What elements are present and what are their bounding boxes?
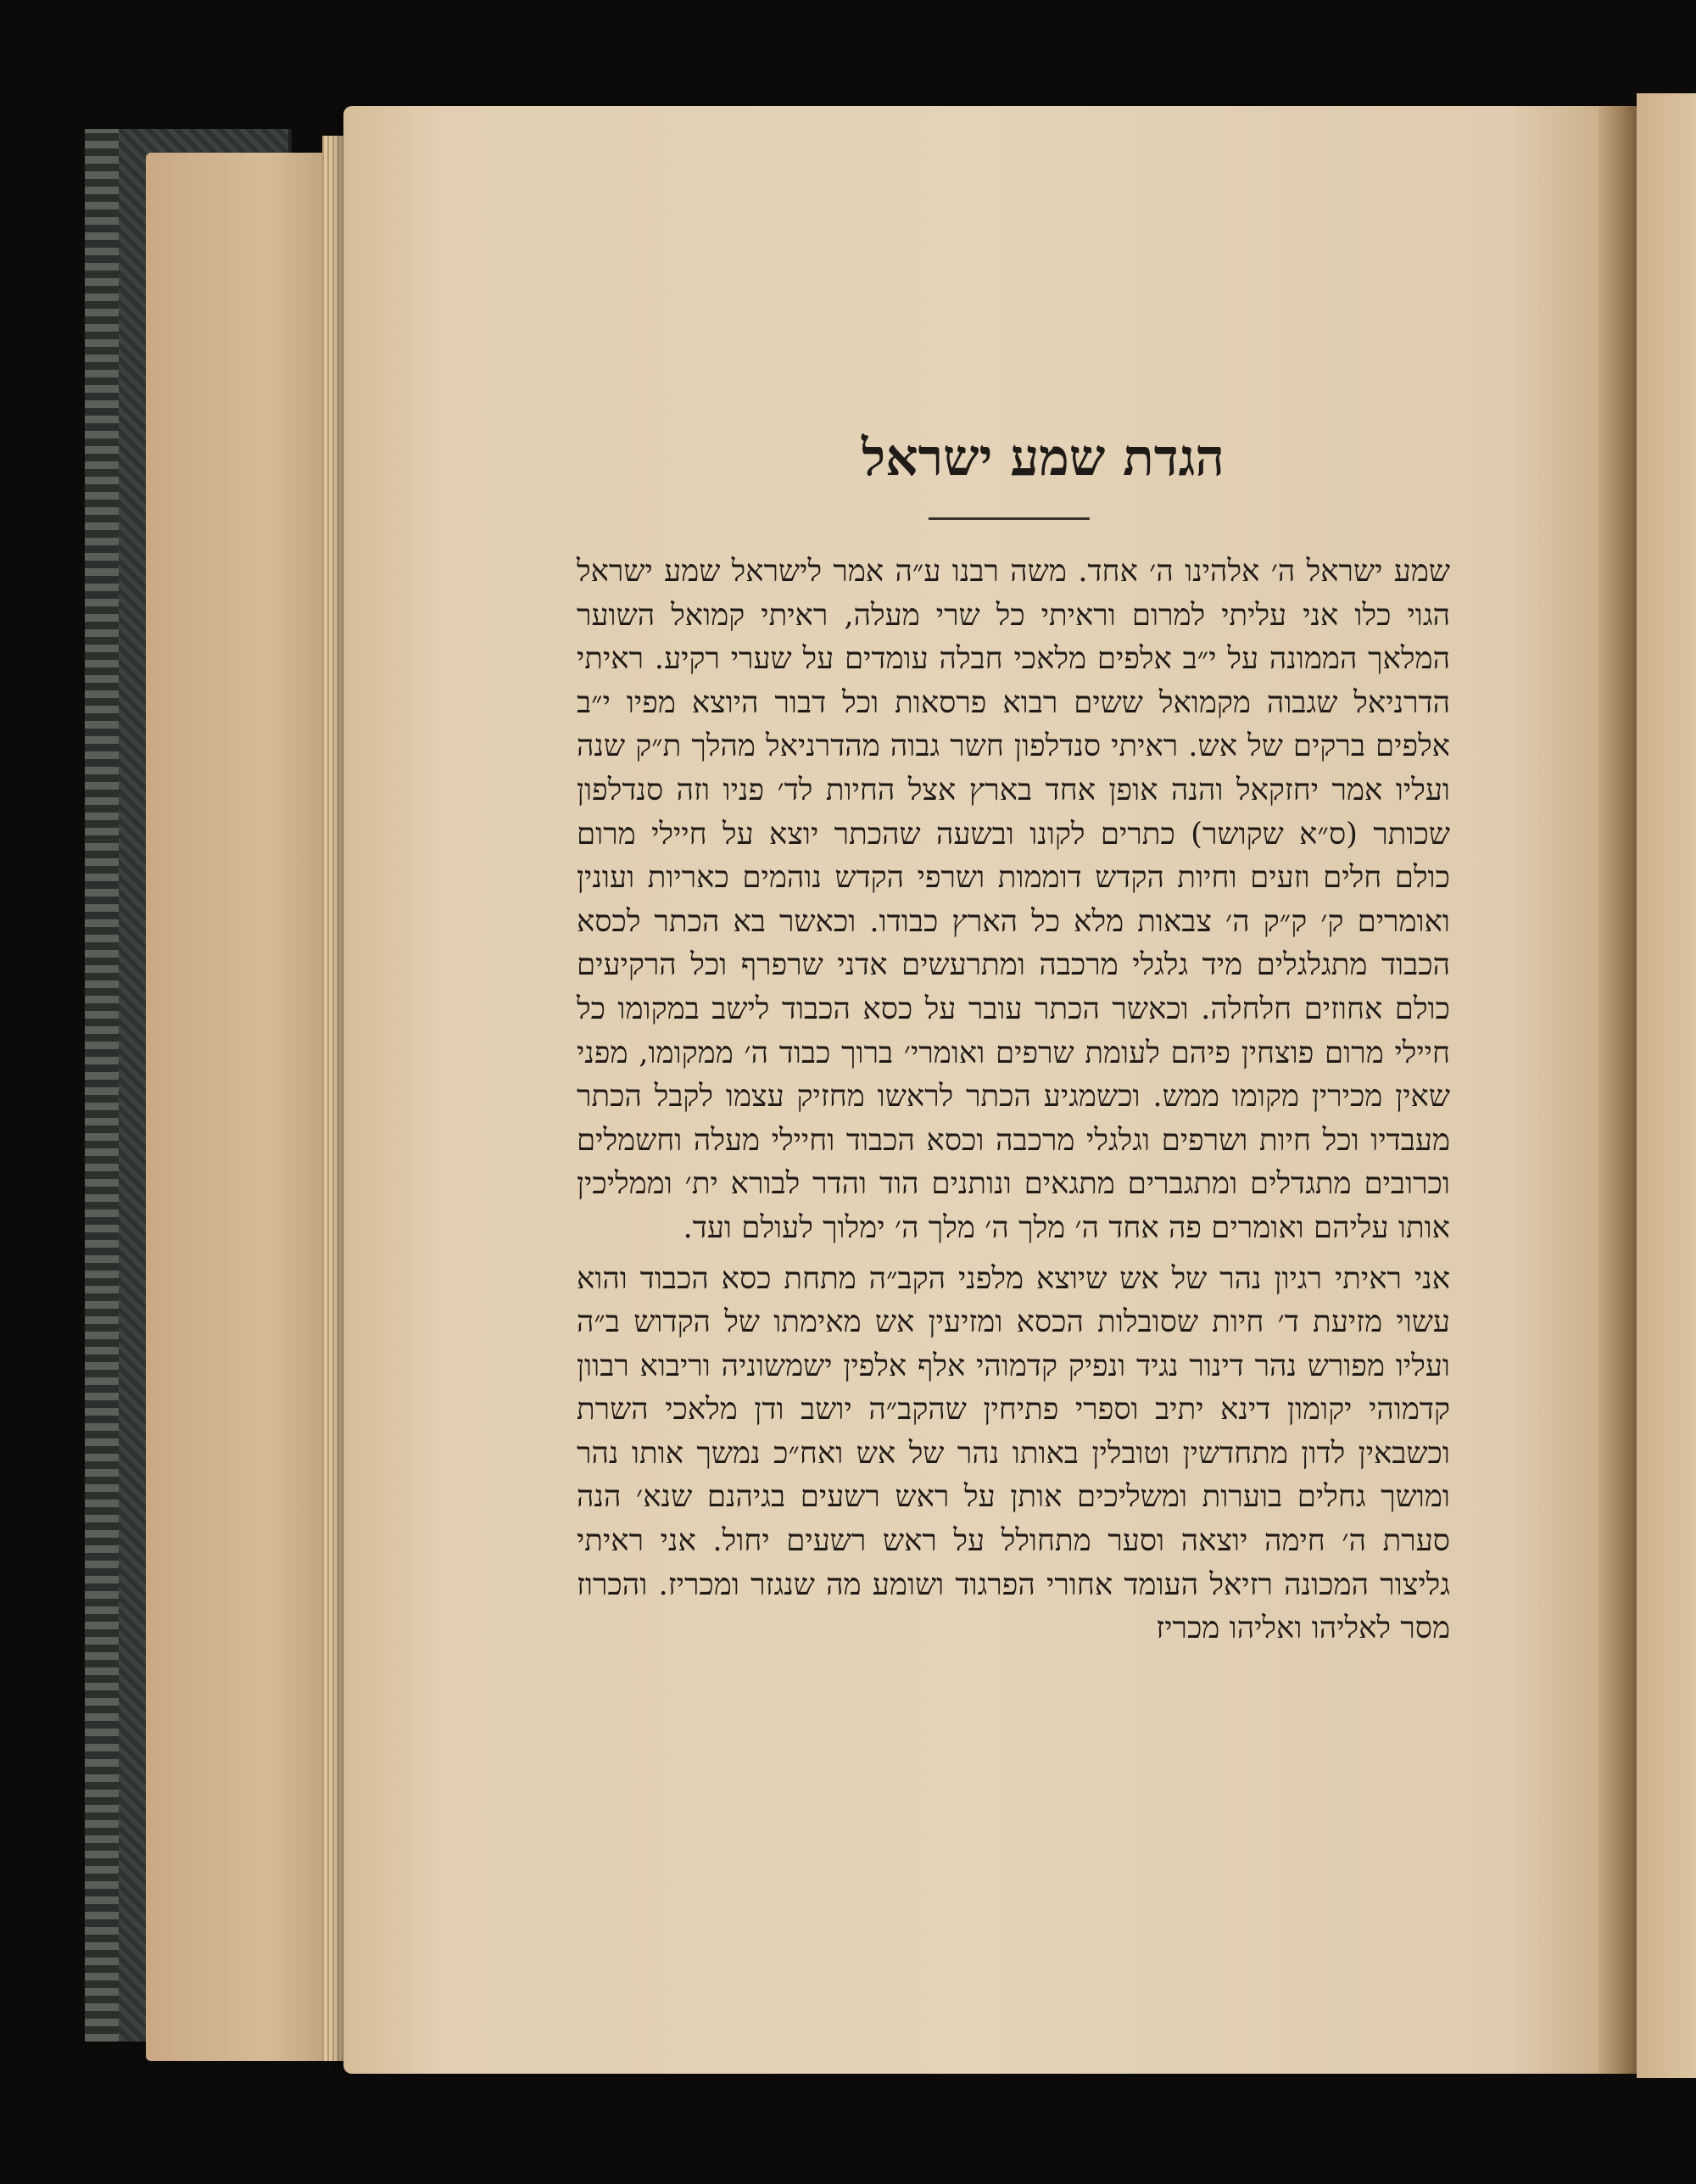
body-text: [577, 550, 1450, 1651]
book-gutter: [1598, 106, 1637, 2074]
page-stack: [146, 153, 349, 2061]
paragraph-1: שמע ישראל ה׳ אלהינו ה׳ אחד. משה רבנו ע״ה אמר לישראל שמע ישראל הגוי כלו אני עליתי למרום וראיתי כל שרי מעלה, ראיתי קמואל השוער המלאך הממונה על י״ב אלפים מלאכי חבלה עומדים על שערי רקיע. ראיתי הדרניאל שגבוה מקמואל ששים רבוא פרסאות וכל דבור היוצא מפיו י״ב אלפים ברקים של אש. ראיתי סנדלפון חשר גבוה מהדרניאל מהלך ת״ק שנה ועליו אמר יחזקאל והנה אופן אחד בארץ אצל החיות לד׳ פניו וזה סנדלפון שכותר (ס״א שקושר) כתרים לקונו ובשעה שהכתר יוצא על חיילי מרום כולם חלים וזעים וחיות הקדש דוממות ושרפי הקדש נוהמים כאריות ועונין ואומרים ק׳ ק״ק ה׳ צבאות מלא כל הארץ כבודו. וכאשר בא הכתר לכסא הכבוד מתגלגלים מיד גלגלי מרכבה ומתרעשים אדני שרפרף וכל הרקיעים כולם אחוזים חלחלה. וכאשר הכתר עובר על כסא הכבוד לישב במקומו כל חיילי מרום פוצחין פיהם לעומת שרפים ואומרי׳ ברוך כבוד ה׳ ממקומו, מפני שאין מכירין מקומו ממש. וכשמגיע הכתר לראשו מחזיק עצמו לקבל הכתר מעבדיו וכל חיות ושרפים וגלגלי מרכבה וכסא הכבוד וחיילי מעלה וחשמלים וכרובים מתגדלים ומתגברים מתגאים ונותנים הוד והדר לבורא ית׳ וממליכין אותו עליהם ואומרים פה אחד ה׳ מלך ה׳ מלך ה׳ ימלוך לעולם ועד.: [577, 554, 1450, 1245]
book-spine-edge: [85, 129, 119, 2042]
paragraph-2: אני ראיתי רגיון נהר של אש שיוצא מלפני הקב״ה מתחת כסא הכבוד והוא עשוי מזיעת ד׳ חיות שסובלות הכסא ומזיעין אש מאימתו של הקדוש ב״ה ועליו מפורש נהר דינור נגיד ונפיק קדמוהי אלף אלפין ישמשוניה וריבוא רבוון קדמוהי יקומון דינא יתיב וספרי פתיחין שהקב״ה יושב ודן מלאכי השרת וכשבאין לדון מתחדשין וטובלין באותו נהר של אש ואח״כ נמשך אותו נהר ומושך גחלים בוערות ומשליכים אותן על ראש רשעים בגיהנם שנא׳ הנה סערת ה׳ חימה יוצאה וסער מתחולל על ראש רשעים יחול. אני ראיתי גליצור המכונה רזיאל העומד אחורי הפרגוד ושומע מה שנגזר ומכריז. והכרוז מסר לאליהו ואליהו מכריז: [577, 1260, 1450, 1646]
facing-page: [1637, 93, 1696, 2078]
page-title: הגדת שמע ישראל: [862, 428, 1225, 488]
title-divider: [929, 517, 1090, 520]
